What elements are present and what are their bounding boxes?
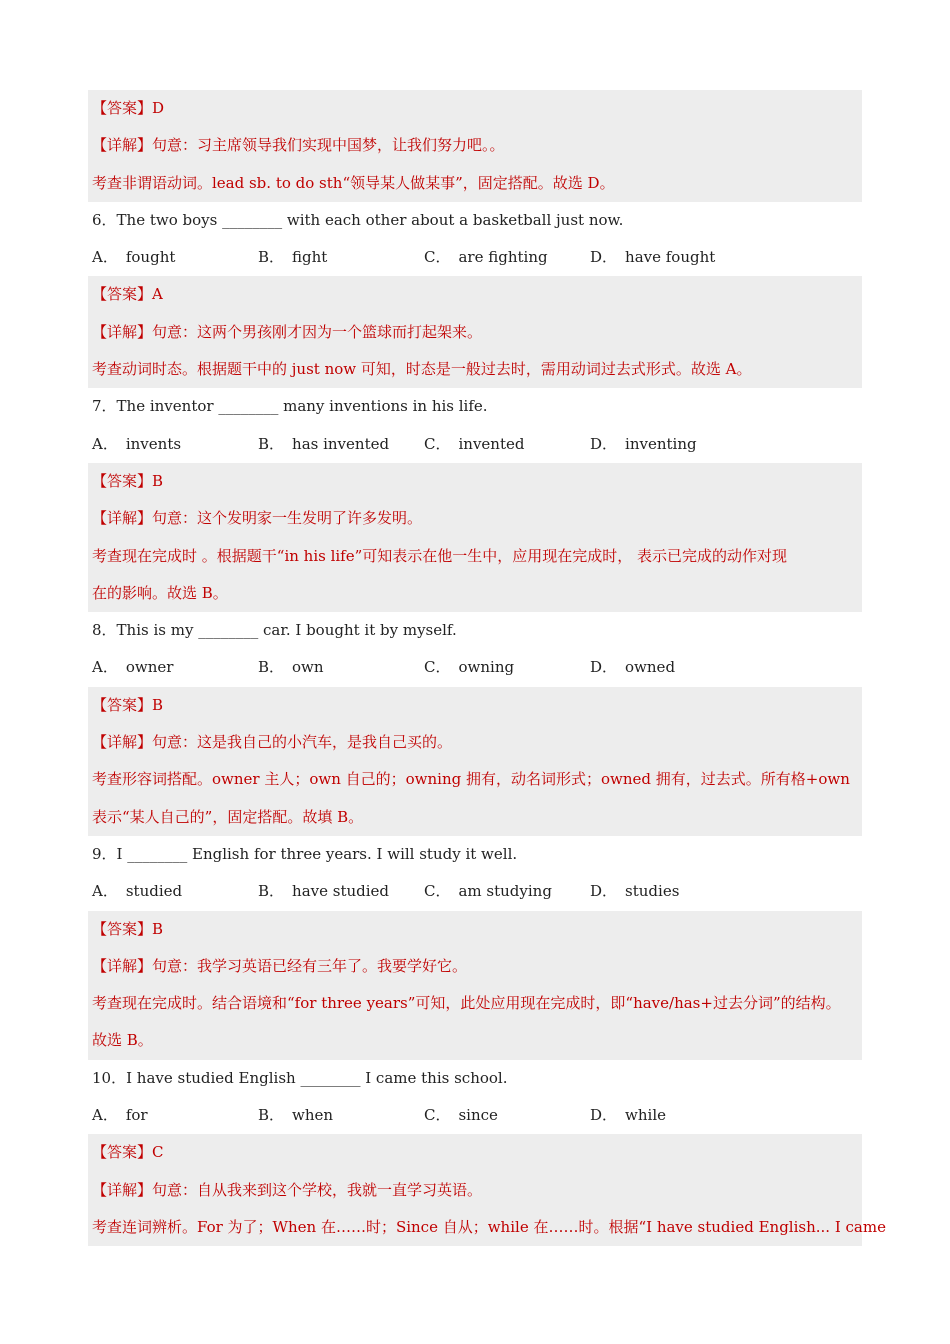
answer-line: 【答案】D [92, 99, 165, 117]
option-d [590, 239, 756, 276]
option-text: are fighting [458, 248, 548, 267]
explanation-line: 【详解】句意：这是我自己的小汽车，是我自己买的。 [92, 733, 453, 752]
analysis-line: 在的影响。故选 B。 [92, 583, 228, 602]
option-letter: D． [590, 248, 618, 267]
option-letter: A． [92, 1106, 118, 1125]
answer-explanation-block [88, 1134, 886, 1246]
option-a [92, 239, 258, 276]
option-letter: D． [590, 882, 618, 901]
analysis-line: 考查连词辨析。For 为了；When 在……时；Since 自从；while 在……时。根据“I have studied English... I came [92, 1217, 886, 1236]
option-c [424, 1097, 590, 1134]
analysis-line: 考查形容词搭配。owner 主人；own 自己的；owning 拥有，动名词形式；owned 拥有，过去式。所有格+own [92, 770, 850, 789]
option-b [258, 239, 424, 276]
question-options [88, 649, 862, 686]
explanation-line: 【详解】句意：这个发明家一生发明了许多发明。 [92, 509, 423, 528]
option-text: owned [625, 658, 676, 677]
option-letter: B． [258, 658, 285, 677]
answer-explanation-block [88, 90, 862, 202]
option-letter: B． [258, 1106, 285, 1125]
option-letter: C． [424, 882, 451, 901]
option-text: own [292, 658, 324, 677]
answer-explanation-block [88, 463, 862, 612]
option-d [590, 426, 756, 463]
option-text: have fought [625, 248, 716, 267]
answer-explanation-block [88, 276, 862, 388]
analysis-line: 考查现在完成时。结合语境和“for three years”可知，此处应用现在完成时，即“have/has+过去分词”的结构。 [92, 994, 841, 1013]
question-stem: 10．I have studied English ________ I came this school. [92, 1068, 508, 1087]
explanation-line: 【详解】句意：这两个男孩刚才因为一个篮球而打起架来。 [92, 322, 483, 341]
explanation-line: 【详解】句意：自从我来到这个学校，我就一直学习英语。 [92, 1180, 483, 1199]
analysis-line: 考查非谓语动词。lead sb. to do sth“领导某人做某事”，固定搭配。故选 D。 [92, 173, 615, 192]
option-text: when [292, 1106, 334, 1125]
option-letter: A． [92, 248, 118, 267]
option-letter: A． [92, 434, 118, 453]
option-b [258, 426, 424, 463]
explanation-line: 【详解】句意：习主席领导我们实现中国梦，让我们努力吧。。 [92, 136, 505, 155]
option-c [424, 873, 590, 910]
answer-line: 【答案】A [92, 285, 163, 304]
option-text: have studied [292, 882, 390, 901]
option-text: for [125, 1106, 148, 1125]
option-letter: D． [590, 1106, 618, 1125]
option-text: studies [625, 882, 680, 901]
answer-line: 【答案】B [92, 919, 164, 938]
question-stem: 9．I ________ English for three years. I will study it well. [92, 844, 518, 863]
option-text: owner [125, 658, 174, 677]
question-options [88, 426, 862, 463]
analysis-line: 考查现在完成时 。根据题干“in his life”可知表示在他一生中，应用现在完成时， 表示已完成的动作对现 [92, 546, 788, 565]
analysis-line: 考查动词时态。根据题干中的 just now 可知，时态是一般过去时，需用动词过去式形式。故选 A。 [92, 360, 752, 379]
option-c [424, 239, 590, 276]
option-text: while [625, 1106, 667, 1125]
question-options [88, 1097, 862, 1134]
option-letter: D． [590, 658, 618, 677]
option-a [92, 649, 258, 686]
option-letter: B． [258, 248, 285, 267]
option-text: inventing [625, 434, 697, 453]
answer-line: 【答案】B [92, 471, 164, 490]
option-a [92, 426, 258, 463]
answer-explanation-block [88, 911, 862, 1060]
explanation-line: 【详解】句意：我学习英语已经有三年了。我要学好它。 [92, 956, 468, 975]
option-b [258, 873, 424, 910]
option-text: invented [458, 434, 525, 453]
option-c [424, 649, 590, 686]
analysis-line: 故选 B。 [92, 1031, 153, 1050]
option-letter: D． [590, 434, 618, 453]
option-letter: C． [424, 1106, 451, 1125]
option-letter: C． [424, 248, 451, 267]
option-text: fight [292, 248, 328, 267]
option-letter: A． [92, 658, 118, 677]
question-stem: 6．The two boys ________ with each other about a basketball just now. [92, 210, 624, 229]
option-c [424, 426, 590, 463]
option-text: has invented [292, 434, 390, 453]
option-letter: A． [92, 882, 118, 901]
option-a [92, 873, 258, 910]
option-text: owning [458, 658, 515, 677]
answer-explanation-block [88, 687, 862, 836]
answer-line: 【答案】C [92, 1143, 164, 1162]
option-letter: B． [258, 882, 285, 901]
option-text: since [458, 1106, 498, 1125]
option-letter: C． [424, 434, 451, 453]
option-letter: B． [258, 434, 285, 453]
question-stem: 8．This is my ________ car. I bought it by myself. [92, 621, 457, 640]
option-text: fought [125, 248, 176, 267]
option-text: invents [125, 434, 182, 453]
question-options [88, 239, 862, 276]
option-b [258, 649, 424, 686]
question-options [88, 873, 862, 910]
option-b [258, 1097, 424, 1134]
option-d [590, 873, 756, 910]
question-stem: 7．The inventor ________ many inventions in his life. [92, 397, 488, 416]
option-d [590, 1097, 756, 1134]
option-d [590, 649, 756, 686]
option-a [92, 1097, 258, 1134]
option-text: am studying [458, 882, 552, 901]
answer-line: 【答案】B [92, 695, 164, 714]
analysis-line: 表示“某人自己的”，固定搭配。故填 B。 [92, 807, 364, 826]
option-text: studied [125, 882, 183, 901]
exercise-content [88, 90, 886, 1246]
option-letter: C． [424, 658, 451, 677]
